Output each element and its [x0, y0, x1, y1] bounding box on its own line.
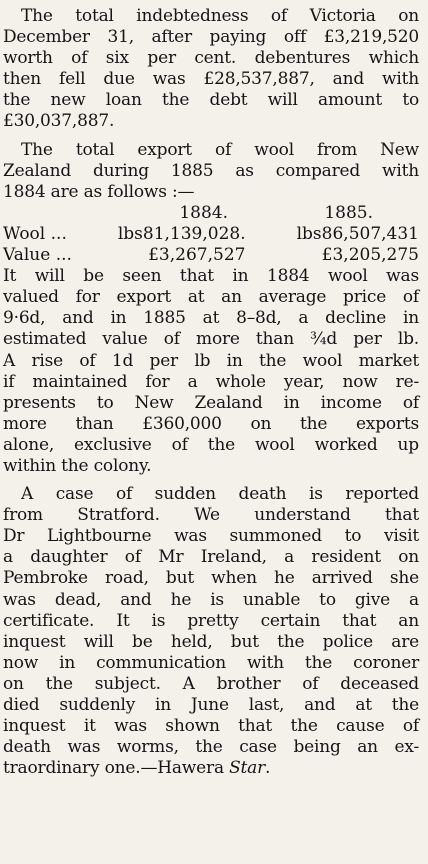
paragraph-victoria-debt [3, 6, 419, 133]
text-line: alone, exclusive of the wool worked up [3, 434, 419, 455]
text-line: 9·6d, and in 1885 at 8–8d, a decline in [3, 308, 419, 329]
table-row [3, 224, 419, 245]
text-line: The total export of wool from New [21, 139, 419, 160]
source-credit: Star [229, 758, 266, 779]
text-line: from Stratford. We understand that [3, 505, 419, 526]
text-line: It will be seen that in 1884 wool was [3, 266, 419, 287]
text-line: died suddenly in June last, and at the [3, 695, 419, 715]
table-cell: Value ... [3, 245, 72, 266]
text-line: more than £360,000 on the exports [3, 413, 419, 434]
text-line: if maintained for a whole year, now re- [3, 371, 419, 392]
table-row [3, 245, 419, 266]
table-header-cell: 1884. [179, 202, 228, 223]
text-line: December 31, after paying off £3,219,520 [3, 27, 419, 48]
text-line: a daughter of Mr Ireland, a resident on [3, 547, 419, 568]
table-cell: lbs86,507,431 [296, 223, 419, 244]
wool-export-table [3, 203, 419, 266]
table-header-row [3, 203, 419, 224]
text-line: within the colony. [3, 455, 152, 476]
text-line: inquest it was shown that the cause of [3, 716, 419, 737]
text-line: The total indebtedness of Victoria on [21, 6, 419, 26]
text-line: Zealand during 1885 as compared with [3, 160, 419, 181]
text-line: estimated value of more than ¾d per lb. [3, 329, 419, 350]
table-cell: Wool ... [3, 223, 67, 244]
text-line-final [3, 758, 419, 779]
paragraph-wool-export [3, 140, 419, 478]
text-line: inquest will be held, but the police are [3, 631, 419, 652]
text-line: Pembroke road, but when he arrived she [3, 568, 419, 589]
text-line: worth of six per cent. debentures which [3, 48, 419, 69]
final-text: traordinary one.—Hawera [3, 758, 224, 779]
text-line: A rise of 1d per lb in the wool market [3, 350, 419, 371]
text-line: on the subject. A brother of deceased [3, 673, 419, 694]
paragraph-gap [3, 133, 419, 140]
text-line: the new loan the debt will amount to [3, 90, 419, 111]
paragraph-sudden-death [3, 484, 419, 779]
text-line: £30,037,887. [3, 111, 115, 132]
final-period: . [265, 758, 271, 779]
table-cell: £3,205,275 [321, 245, 419, 266]
table-cell: lbs81,139,028. [117, 223, 246, 244]
text-line: then fell due was £28,537,887, and with [3, 69, 419, 90]
table-cell: £3,267,527 [148, 245, 246, 266]
text-line: now in communication with the coroner [3, 652, 419, 673]
paragraph-gap [3, 477, 419, 484]
text-line: Dr Lightbourne was summoned to visit [3, 526, 419, 547]
table-header-cell: 1885. [324, 202, 373, 223]
text-line: A case of sudden death is reported [21, 484, 419, 505]
text-line: certificate. It is pretty certain that an [3, 610, 419, 631]
text-line: was dead, and he is unable to give a [3, 589, 419, 610]
text-line: death was worms, the case being an ex- [3, 737, 419, 758]
text-line: valued for export at an average price of [3, 287, 419, 308]
text-line: presents to New Zealand in income of [3, 392, 419, 413]
text-line: 1884 are as follows :— [3, 181, 195, 202]
